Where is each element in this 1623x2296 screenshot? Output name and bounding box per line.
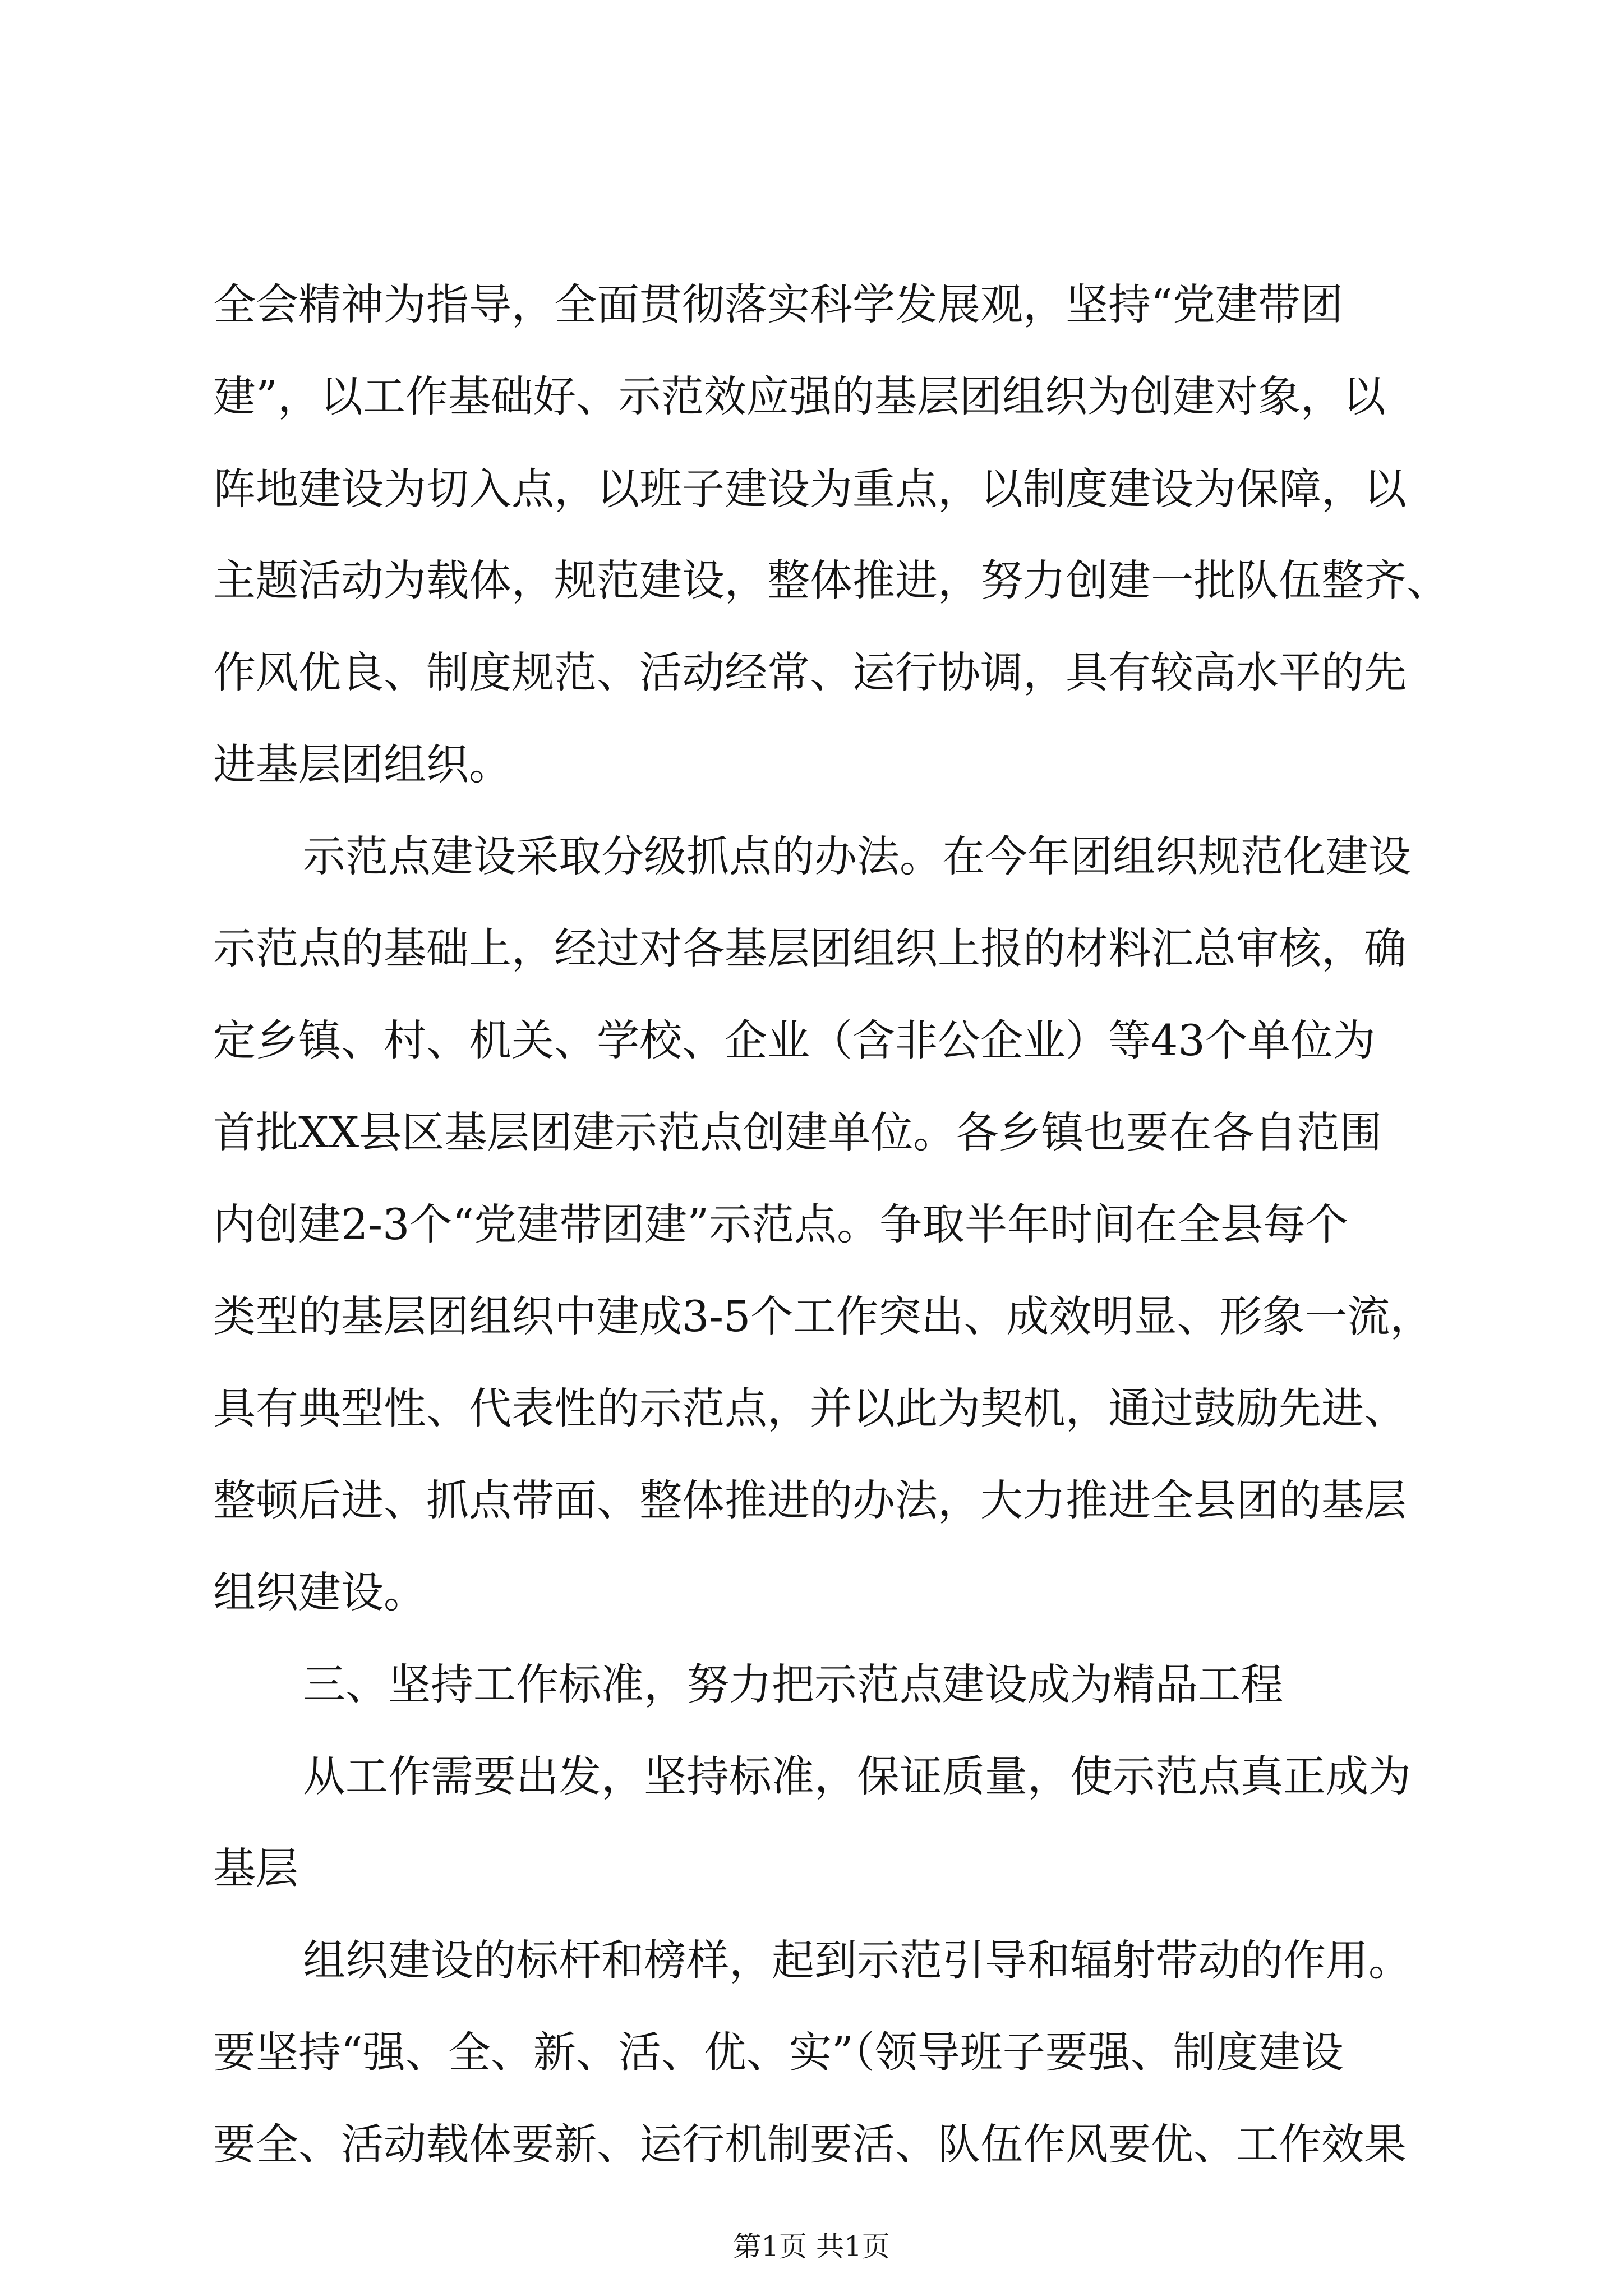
text-line: 要全、活动载体要新、运行机制要活、队伍作风要优、工作效果 [213, 2119, 1407, 2169]
section-heading: 三、坚持工作标准，努力把示范点建设成为精品工程 [303, 1659, 1283, 1709]
text-line: 进基层团组织。 [213, 739, 511, 789]
text-line: 具有典型性、代表性的示范点，并以此为契机，通过鼓励先进、 [213, 1383, 1407, 1433]
text-line: 基层 [213, 1843, 298, 1893]
text-line: 建”，以工作基础好、示范效应强的基层团组织为创建对象，以 [213, 371, 1386, 421]
text-line: 作风优良、制度规范、活动经常、运行协调，具有较高水平的先 [213, 647, 1407, 697]
text-line: 组织建设的标杆和榜样，起到示范引导和辐射带动的作用。 [303, 1935, 1411, 1985]
text-line: 主题活动为载体，规范建设，整体推进，努力创建一批队伍整齐、 [213, 555, 1449, 605]
text-line: 从工作需要出发，坚持标准，保证质量，使示范点真正成为 [303, 1751, 1411, 1801]
text-line: 首批XX县区基层团建示范点创建单位。各乡镇也要在各自范围 [213, 1107, 1382, 1157]
text-line: 全会精神为指导，全面贯彻落实科学发展观，坚持“党建带团 [213, 279, 1343, 329]
text-line: 要坚持“强、全、新、活、优、实”（领导班子要强、制度建设 [213, 2027, 1344, 2077]
text-line: 组织建设。 [213, 1567, 426, 1617]
page-number-footer: 第1页 共1页 [733, 2230, 890, 2263]
text-line: 类型的基层团组织中建成3-5个工作突出、成效明显、形象一流， [213, 1291, 1433, 1341]
text-line: 整顿后进、抓点带面、整体推进的办法，大力推进全县团的基层 [213, 1475, 1407, 1525]
text-line: 示范点的基础上，经过对各基层团组织上报的材料汇总审核，确 [213, 923, 1407, 973]
text-line: 定乡镇、村、机关、学校、企业（含非公企业）等43个单位为 [213, 1015, 1376, 1065]
text-line: 示范点建设采取分级抓点的办法。在今年团组织规范化建设 [303, 831, 1411, 881]
text-line: 阵地建设为切入点，以班子建设为重点，以制度建设为保障，以 [213, 464, 1407, 514]
text-line: 内创建2-3个“党建带团建”示范点。争取半年时间在全县每个 [213, 1199, 1349, 1249]
